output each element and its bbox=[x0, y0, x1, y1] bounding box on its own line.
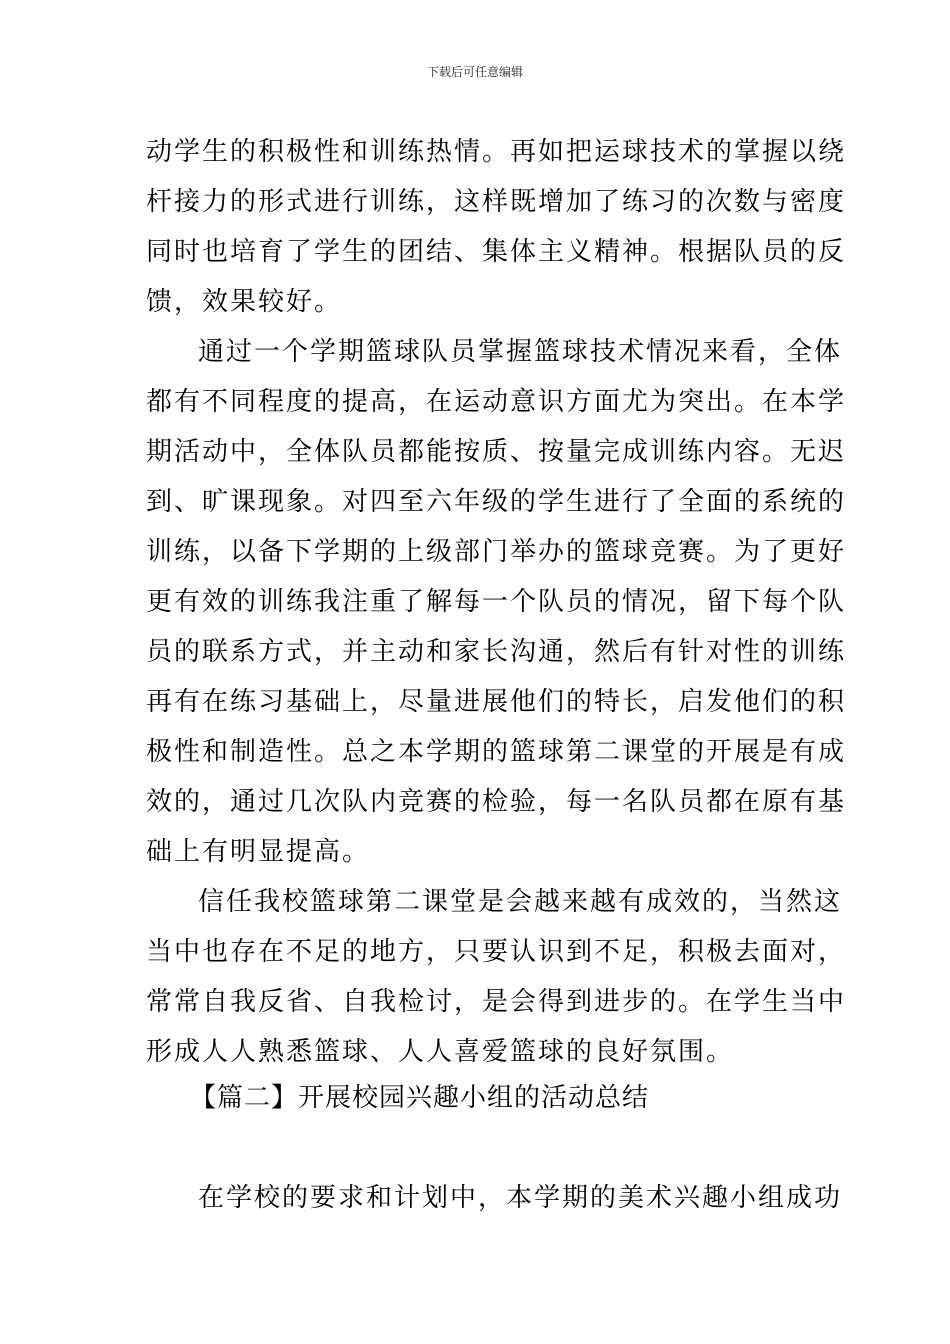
paragraph-2-line-10: 效的，通过几次队内竞赛的检验，每一名队员都在原有基 bbox=[146, 787, 847, 817]
paragraph-1-line-1: 动学生的积极性和训练热情。再如把运球技术的掌握以绕 bbox=[146, 137, 847, 167]
paragraph-2-line-4: 到、旷课现象。对四至六年级的学生进行了全面的系统的 bbox=[146, 487, 847, 517]
closing-paragraph-line-1: 在学校的要求和计划中，本学期的美术兴趣小组成功 bbox=[198, 1183, 843, 1213]
paragraph-3-line-3: 常常自我反省、自我检讨，是会得到进步的。在学生当中 bbox=[146, 987, 847, 1017]
paragraph-1-line-2: 杆接力的形式进行训练，这样既增加了练习的次数与密度 bbox=[146, 187, 847, 217]
paragraph-2-line-9: 极性和制造性。总之本学期的篮球第二课堂的开展是有成 bbox=[146, 737, 847, 767]
page-header: 下载后可任意编辑 bbox=[426, 65, 523, 79]
paragraph-3-line-4: 形成人人熟悉篮球、人人喜爱篮球的良好氛围。 bbox=[146, 1037, 735, 1067]
paragraph-3-line-1: 信任我校篮球第二课堂是会越来越有成效的，当然这 bbox=[198, 887, 843, 917]
paragraph-1-line-4: 馈，效果较好。 bbox=[146, 287, 343, 317]
paragraph-2-line-5: 训练，以备下学期的上级部门举办的篮球竞赛。为了更好 bbox=[146, 537, 847, 567]
paragraph-2-line-11: 础上有明显提高。 bbox=[146, 837, 371, 867]
section-heading: 【篇二】开展校园兴趣小组的活动总结 bbox=[190, 1083, 650, 1113]
paragraph-2-line-3: 期活动中，全体队员都能按质、按量完成训练内容。无迟 bbox=[146, 437, 847, 467]
paragraph-3-line-2: 当中也存在不足的地方，只要认识到不足，积极去面对， bbox=[146, 937, 847, 967]
paragraph-2-line-1: 通过一个学期篮球队员掌握篮球技术情况来看，全体 bbox=[198, 337, 843, 367]
paragraph-2-line-2: 都有不同程度的提高，在运动意识方面尤为突出。在本学 bbox=[146, 387, 847, 417]
paragraph-2-line-6: 更有效的训练我注重了解每一个队员的情况，留下每个队 bbox=[146, 587, 847, 617]
paragraph-2-line-8: 再有在练习基础上，尽量进展他们的特长，启发他们的积 bbox=[146, 687, 847, 717]
paragraph-2-line-7: 员的联系方式，并主动和家长沟通，然后有针对性的训练 bbox=[146, 637, 847, 667]
paragraph-1-line-3: 同时也培育了学生的团结、集体主义精神。根据队员的反 bbox=[146, 237, 847, 267]
